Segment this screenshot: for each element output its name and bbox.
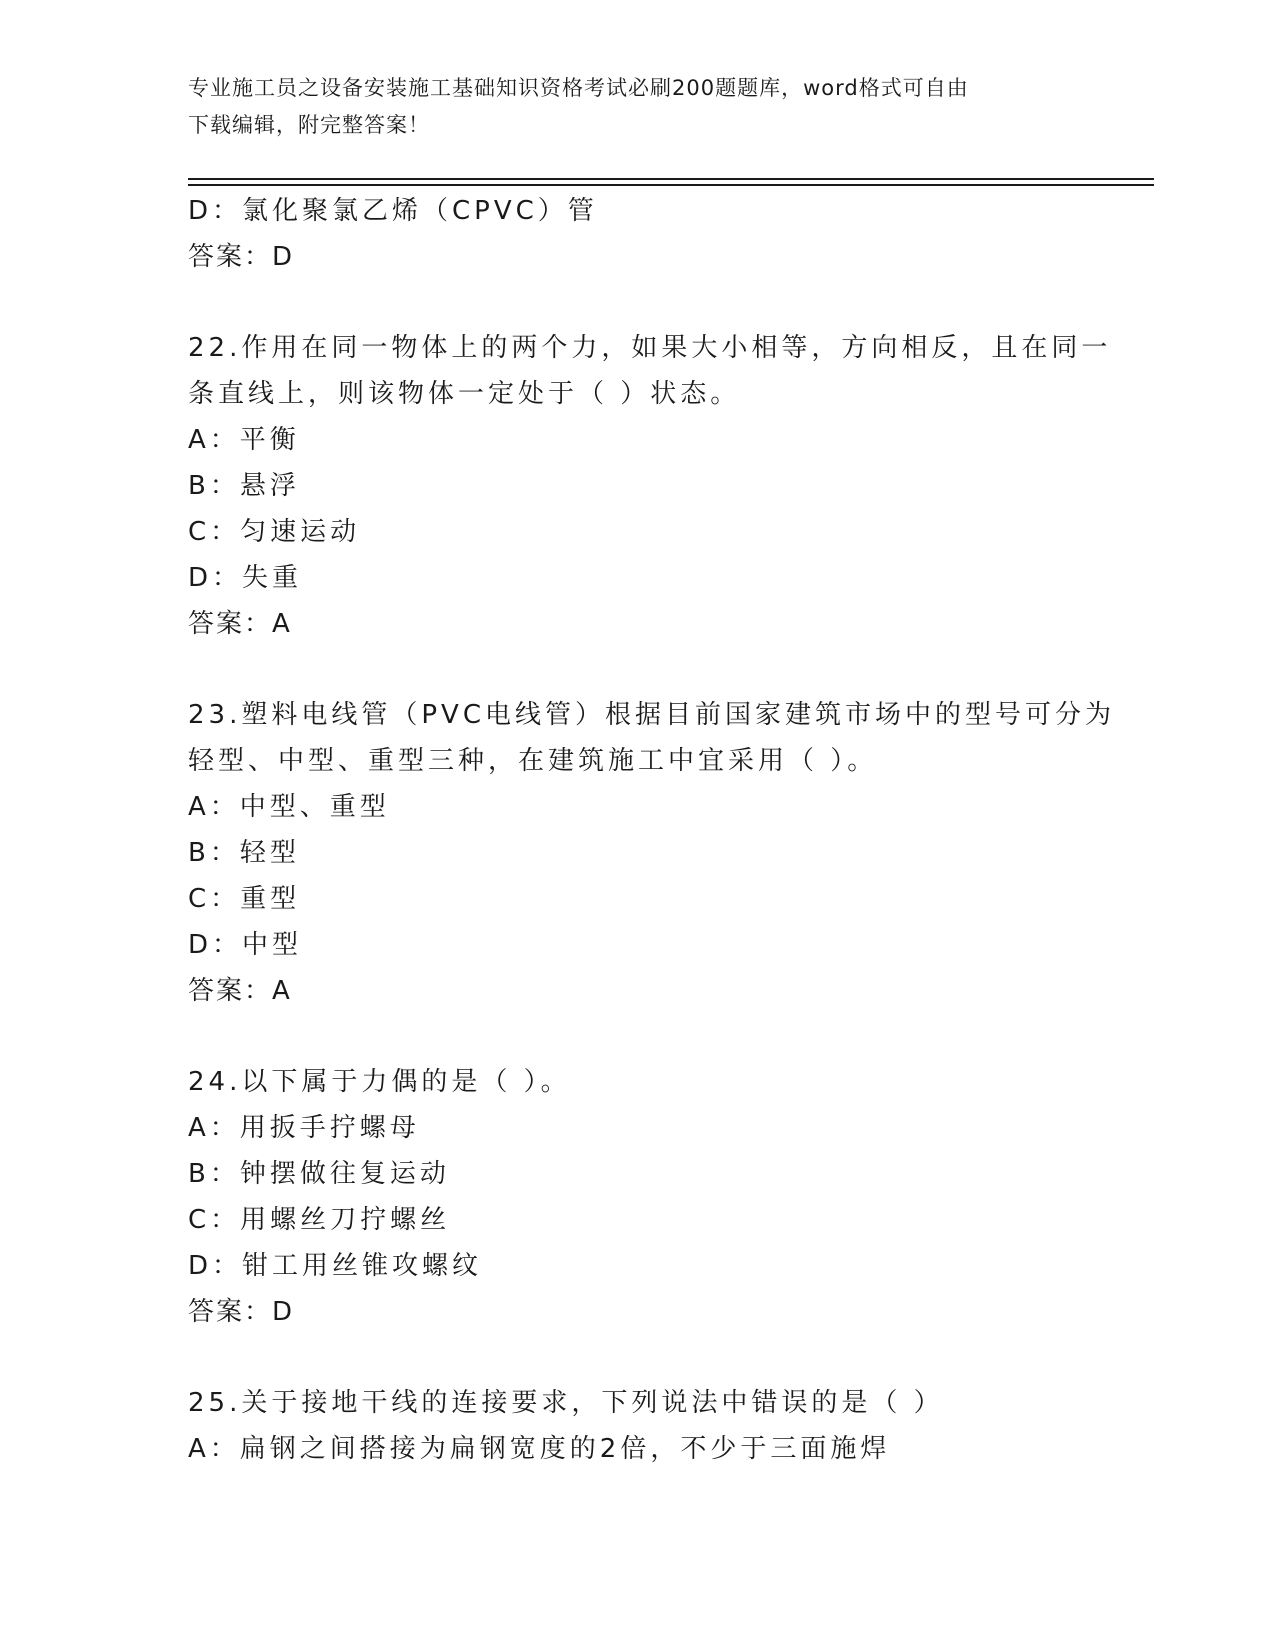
- option-d: D：氯化聚氯乙烯（CPVC）管: [188, 196, 598, 226]
- option-a: A：中型、重型: [188, 792, 390, 822]
- option-c: C：用螺丝刀拧螺丝: [188, 1205, 451, 1235]
- option-c: C：重型: [188, 884, 301, 914]
- question-24: [188, 1059, 1088, 1335]
- question-23: [188, 692, 1115, 1014]
- answer-line: 答案：D: [188, 242, 295, 272]
- header-title-line-1: 专业施工员之设备安装施工基础知识资格考试必刷200题题库，word格式可自由: [188, 76, 969, 100]
- document-header: [188, 70, 1068, 144]
- question-25: [188, 1380, 1088, 1472]
- question-list: [188, 188, 1115, 1472]
- header-divider-top: [188, 178, 1154, 180]
- answer-line: 答案：D: [188, 1297, 295, 1327]
- spacer: [188, 1014, 1088, 1059]
- option-b: B：悬浮: [188, 471, 300, 501]
- option-a: A：用扳手拧螺母: [188, 1113, 420, 1143]
- option-c: C：匀速运动: [188, 517, 361, 547]
- header-title-line-2: 下载编辑，附完整答案！: [188, 113, 430, 137]
- option-a: A：平衡: [188, 425, 300, 455]
- option-b: B：钟摆做往复运动: [188, 1159, 450, 1189]
- question-stem: 24.以下属于力偶的是（ ）。: [188, 1067, 571, 1097]
- answer-line: 答案：A: [188, 609, 292, 639]
- spacer: [188, 280, 1088, 325]
- question-stem: 23.塑料电线管（PVC电线管）根据目前国家建筑市场中的型号可分为: [188, 700, 1115, 730]
- option-d: D：中型: [188, 930, 303, 960]
- question-stem: 25.关于接地干线的连接要求，下列说法中错误的是（ ）: [188, 1388, 944, 1418]
- spacer: [188, 1335, 1088, 1380]
- option-b: B：轻型: [188, 838, 300, 868]
- question-21-tail: [188, 188, 1088, 280]
- question-22: [188, 325, 1112, 647]
- header-divider-bottom: [188, 184, 1154, 186]
- answer-line: 答案：A: [188, 976, 292, 1006]
- question-stem: 轻型、中型、重型三种，在建筑施工中宜采用（ ）。: [188, 746, 878, 776]
- option-d: D：失重: [188, 563, 303, 593]
- question-stem: 22.作用在同一物体上的两个力，如果大小相等，方向相反，且在同一: [188, 333, 1112, 363]
- option-a: A：扁钢之间搭接为扁钢宽度的2倍，不少于三面施焊: [188, 1434, 891, 1464]
- spacer: [188, 647, 1088, 692]
- option-d: D：钳工用丝锥攻螺纹: [188, 1251, 483, 1281]
- question-stem: 条直线上，则该物体一定处于（ ）状态。: [188, 379, 741, 409]
